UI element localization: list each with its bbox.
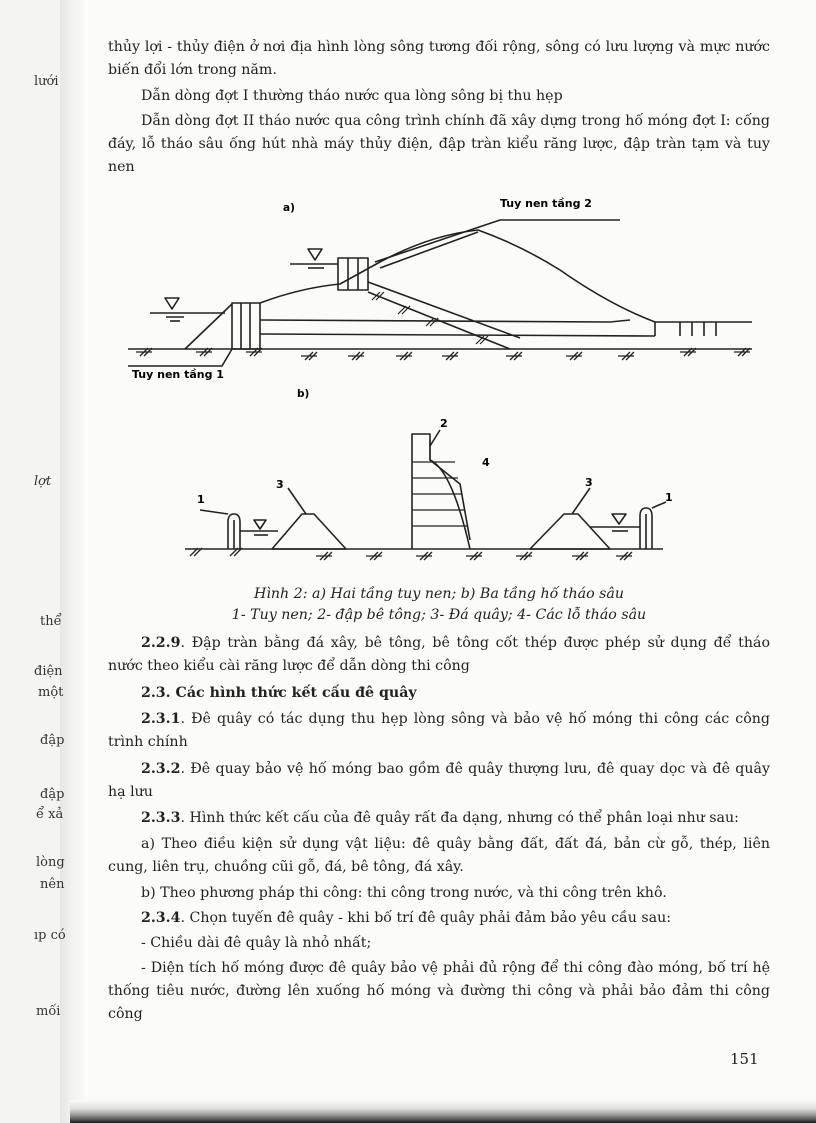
label-number-3-right: 3 — [585, 476, 593, 489]
section-2-3-2 — [108, 758, 770, 804]
section-2-3-4 — [108, 907, 770, 930]
outlet-columns — [680, 322, 716, 336]
section-number: 2.3.2 — [141, 761, 181, 777]
margin-word: đập — [40, 733, 65, 748]
label-number-2: 2 — [440, 417, 448, 430]
paragraph-first-stage: Dẫn dòng đợt I thường tháo nước qua lòng sông bị thu hẹp — [141, 88, 563, 104]
section-2-2-9 — [108, 632, 770, 678]
margin-word: mối — [36, 1004, 61, 1019]
water-level-symbol — [165, 298, 179, 309]
right-cofferdam-leader — [572, 488, 590, 514]
water-level-symbol-right — [612, 514, 626, 524]
page-number: 151 — [730, 1050, 759, 1068]
section-text: . Đê quay bảo vệ hố móng bao gồm đê quây thượng lưu, đê quay dọc và đê quây hạ lưu — [108, 761, 770, 800]
section-2-3-3 — [108, 807, 770, 830]
margin-word: lưới — [34, 74, 59, 89]
margin-word: ıp có — [34, 928, 66, 943]
water-level-symbol-left — [254, 520, 266, 529]
section-text: . Chọn tuyến đê quây - khi bố trí đê quây phải đảm bảo yêu cầu sau: — [180, 910, 672, 926]
section-text: . Hình thức kết cấu của đê quây rất đa dạng, nhưng có thể phân loại như sau: — [180, 810, 739, 826]
section-2-3-3-a: a) Theo điều kiện sử dụng vật liệu: đê quây bằng đất, đất đá, bản cừ gỗ, thép, liên cung, liên trụ, chuồng cũi gỗ, đá, bê tông, đá xây. — [108, 836, 770, 875]
hill-profile — [260, 230, 655, 322]
tunnel-1-bottom — [260, 334, 655, 336]
tunnel-2-upper — [368, 282, 520, 338]
figure-label-a: a) — [283, 202, 295, 214]
margin-word: đập — [40, 787, 65, 802]
left-tunnel-leader — [200, 510, 228, 514]
dam-leader-2 — [430, 430, 440, 446]
tunnel-2-intake — [338, 258, 368, 290]
margin-word: điện — [34, 664, 63, 679]
section-number: 2.3.4 — [141, 910, 181, 926]
tunnel-2-label: Tuy nen tầng 2 — [500, 197, 592, 210]
section-text: . Đập tràn bằng đá xây, bê tông, bê tông cốt thép được phép sử dụng để tháo nước theo kiểu cài răng lược để dẫn dòng thi công — [108, 635, 770, 674]
section-2-3-3-b: b) Theo phương pháp thi công: thi công trong nước, và thi công trên khô. — [141, 885, 667, 901]
paragraph-second-stage: Dẫn dòng đợt II tháo nước qua công trình chính đã xây dựng trong hố móng đợt I: cống đáy, lỗ tháo sâu ống hút nhà máy thủy điện, đập tràn kiểu răng lược, đập tràn tạm và tuy nen — [108, 113, 770, 175]
page-bottom-edge — [70, 1100, 816, 1123]
margin-word: lợt — [34, 474, 52, 489]
tunnel-1-top — [260, 320, 630, 322]
right-cofferdam — [530, 514, 610, 549]
margin-word: thể — [40, 614, 62, 629]
tunnel-1-intake — [232, 303, 260, 349]
left-cofferdam-leader — [288, 488, 306, 514]
section-2-3-1 — [108, 708, 770, 754]
margin-word: một — [38, 685, 64, 700]
section-text: . Đê quây có tác dụng thu hẹp lòng sông và bảo vệ hố móng thi công các công trình chính — [108, 711, 770, 750]
tunnel-1-label: Tuy nen tầng 1 — [132, 368, 224, 381]
figure-caption-line-2: 1- Tuy nen; 2- đập bê tông; 3- Đá quây; 4- Các lỗ tháo sâu — [231, 607, 647, 623]
section-heading-2-3: 2.3. Các hình thức kết cấu đê quây — [141, 685, 417, 701]
water-level-symbol-upper — [308, 249, 322, 260]
bullet-item-1: - Chiều dài đê quây là nhỏ nhất; — [141, 935, 372, 951]
figure-label-b: b) — [297, 388, 310, 400]
section-number: 2.3.1 — [141, 711, 181, 727]
label-number-3-left: 3 — [276, 478, 284, 491]
figure-caption-line-1: Hình 2: a) Hai tầng tuy nen; b) Ba tầng hố tháo sâu — [253, 586, 625, 602]
lower-slope — [185, 304, 232, 349]
right-tunnel-leader — [652, 502, 666, 508]
label-number-1-left: 1 — [197, 493, 205, 506]
margin-word: nên — [40, 877, 65, 892]
label-number-1-right: 1 — [665, 491, 673, 504]
margin-word: ể xả — [36, 807, 64, 822]
section-number: 2.3.3 — [141, 810, 181, 826]
label-number-4: 4 — [482, 456, 490, 469]
section-number: 2.2.9 — [141, 635, 181, 651]
left-cofferdam — [272, 514, 346, 549]
paragraph-intro: thủy lợi - thủy điện ở nơi địa hình lòng sông tương đối rộng, sông có lưu lượng và mực nước biến đổi lớn trong năm. — [108, 39, 770, 78]
bullet-item-2: - Diện tích hố móng được đê quây bảo vệ phải đủ rộng để thi công đào móng, bố trí hệ thống tiêu nước, đường lên xuống hố móng và đường thi công và phải bảo đảm thi công công — [108, 960, 770, 1022]
margin-word: lòng — [36, 855, 65, 870]
